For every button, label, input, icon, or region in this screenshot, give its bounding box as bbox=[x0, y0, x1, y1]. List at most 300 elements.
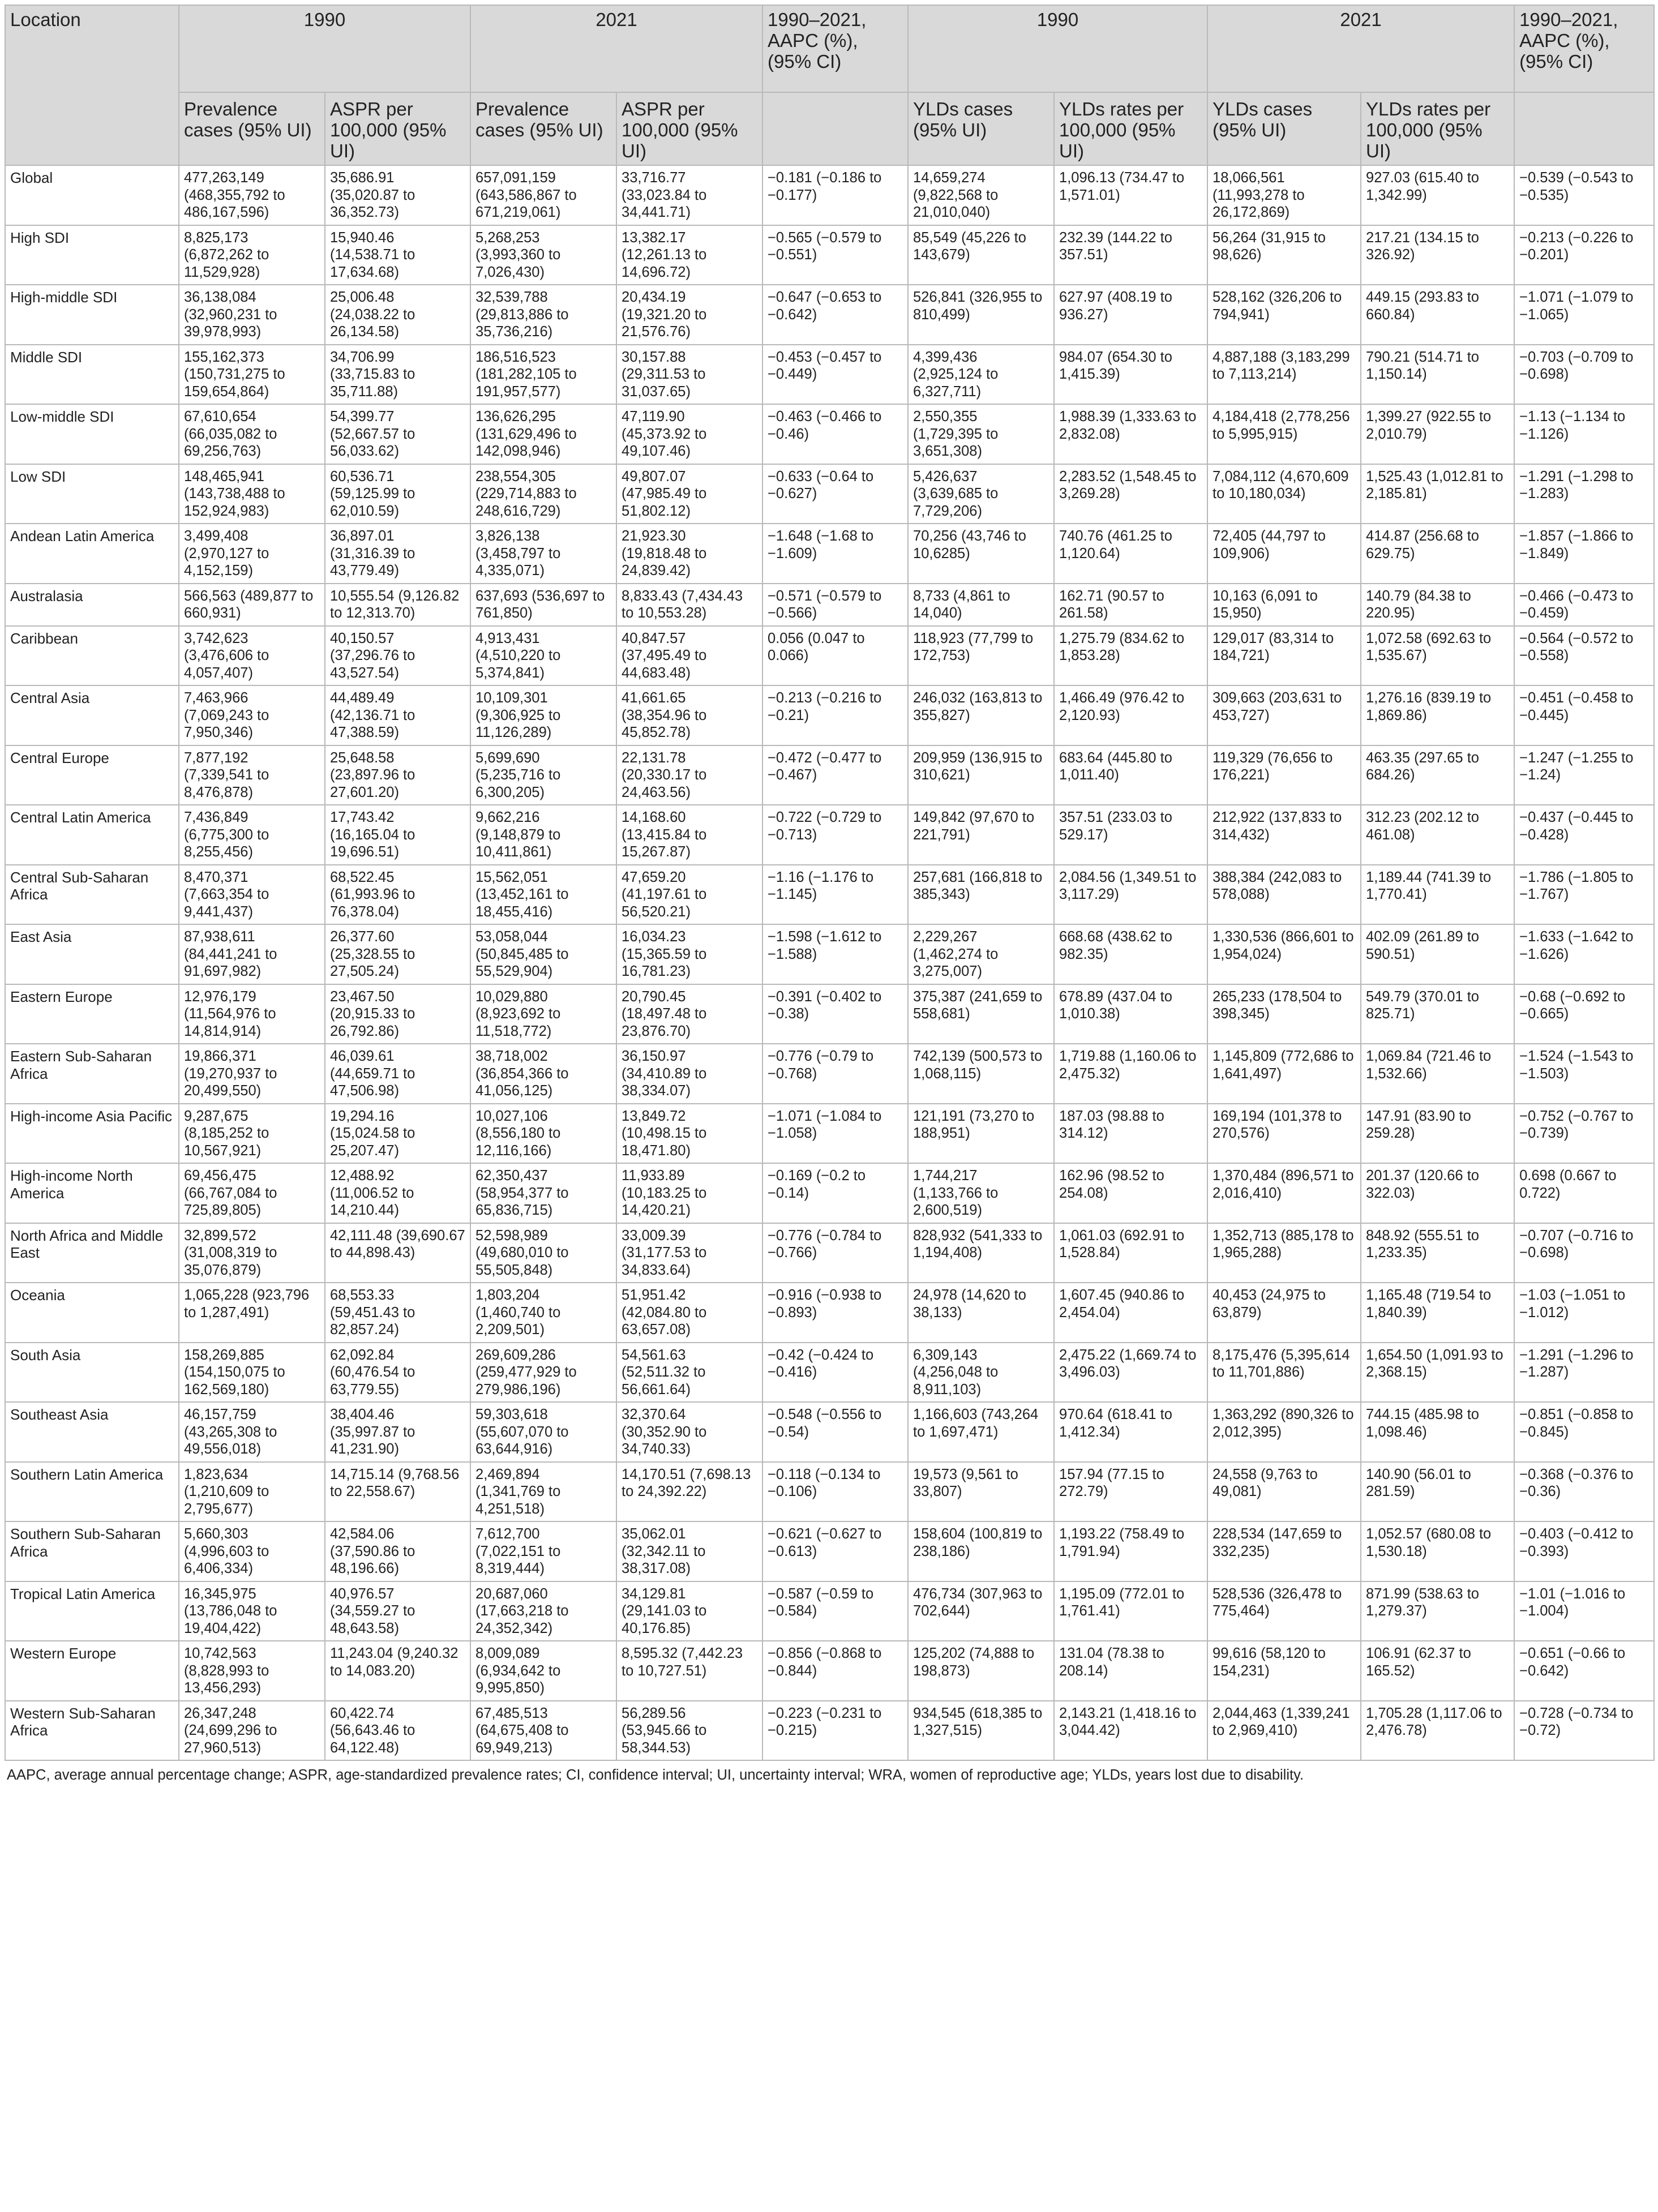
table-row bbox=[5, 626, 1654, 686]
header-2021-prevalence: 2021 bbox=[470, 5, 762, 92]
cell-aapc-ylds: −1.071 (−1.079 to −1.065) bbox=[1514, 285, 1654, 345]
data-table bbox=[5, 5, 1655, 1761]
cell-prevalence-1990: 87,938,611 (84,441,241 to 91,697,982) bbox=[179, 924, 325, 984]
cell-aapc-prevalence: −0.472 (−0.477 to −0.467) bbox=[762, 745, 908, 805]
cell-aapc-prevalence: −0.213 (−0.216 to −0.21) bbox=[762, 685, 908, 745]
cell-ylds-2021: 528,162 (326,206 to 794,941) bbox=[1207, 285, 1361, 345]
cell-aspr-2021: 30,157.88 (29,311.53 to 31,037.65) bbox=[616, 345, 762, 405]
cell-aapc-ylds: −0.851 (−0.858 to −0.845) bbox=[1514, 1402, 1654, 1462]
cell-location: Low SDI bbox=[5, 464, 179, 524]
cell-aspr-2021: 20,790.45 (18,497.48 to 23,876.70) bbox=[616, 984, 762, 1044]
cell-prevalence-2021: 7,612,700 (7,022,151 to 8,319,444) bbox=[470, 1521, 616, 1581]
cell-location: Eastern Europe bbox=[5, 984, 179, 1044]
cell-aspr-2021: 33,716.77 (33,023.84 to 34,441.71) bbox=[616, 165, 762, 225]
cell-aspr-2021: 35,062.01 (32,342.11 to 38,317.08) bbox=[616, 1521, 762, 1581]
cell-aapc-ylds: −1.03 (−1.051 to −1.012) bbox=[1514, 1283, 1654, 1343]
cell-ylds-2021: 129,017 (83,314 to 184,721) bbox=[1207, 626, 1361, 686]
cell-aapc-prevalence: −0.776 (−0.79 to −0.768) bbox=[762, 1044, 908, 1104]
cell-prevalence-2021: 657,091,159 (643,586,867 to 671,219,061) bbox=[470, 165, 616, 225]
cell-ylds-rate-1990: 1,193.22 (758.49 to 1,791.94) bbox=[1054, 1521, 1207, 1581]
table-row bbox=[5, 1044, 1654, 1104]
cell-ylds-2021: 18,066,561 (11,993,278 to 26,172,869) bbox=[1207, 165, 1361, 225]
cell-location: Western Sub-Saharan Africa bbox=[5, 1701, 179, 1761]
cell-ylds-1990: 85,549 (45,226 to 143,679) bbox=[908, 225, 1054, 285]
cell-aapc-prevalence: −1.598 (−1.612 to −1.588) bbox=[762, 924, 908, 984]
cell-ylds-rate-2021: 744.15 (485.98 to 1,098.46) bbox=[1361, 1402, 1514, 1462]
cell-location: Central Latin America bbox=[5, 805, 179, 865]
cell-aapc-prevalence: −0.916 (−0.938 to −0.893) bbox=[762, 1283, 908, 1343]
cell-location: High SDI bbox=[5, 225, 179, 285]
cell-location: Australasia bbox=[5, 584, 179, 626]
cell-prevalence-1990: 3,499,408 (2,970,127 to 4,152,159) bbox=[179, 524, 325, 584]
cell-prevalence-2021: 5,699,690 (5,235,716 to 6,300,205) bbox=[470, 745, 616, 805]
cell-prevalence-2021: 2,469,894 (1,341,769 to 4,251,518) bbox=[470, 1462, 616, 1522]
cell-ylds-rate-1990: 1,195.09 (772.01 to 1,761.41) bbox=[1054, 1581, 1207, 1641]
cell-ylds-2021: 228,534 (147,659 to 332,235) bbox=[1207, 1521, 1361, 1581]
cell-aspr-2021: 13,849.72 (10,498.15 to 18,471.80) bbox=[616, 1104, 762, 1164]
cell-aspr-1990: 14,715.14 (9,768.56 to 22,558.67) bbox=[325, 1462, 470, 1522]
cell-prevalence-1990: 566,563 (489,877 to 660,931) bbox=[179, 584, 325, 626]
table-row bbox=[5, 1283, 1654, 1343]
cell-ylds-rate-2021: 1,399.27 (922.55 to 2,010.79) bbox=[1361, 404, 1514, 464]
cell-ylds-1990: 934,545 (618,385 to 1,327,515) bbox=[908, 1701, 1054, 1761]
cell-ylds-2021: 99,616 (58,120 to 154,231) bbox=[1207, 1641, 1361, 1701]
cell-location: Eastern Sub-Saharan Africa bbox=[5, 1044, 179, 1104]
cell-ylds-rate-2021: 140.90 (56.01 to 281.59) bbox=[1361, 1462, 1514, 1522]
cell-prevalence-1990: 5,660,303 (4,996,603 to 6,406,334) bbox=[179, 1521, 325, 1581]
subheader-prevalence-2021: Prevalence cases (95% UI) bbox=[470, 92, 616, 165]
cell-ylds-1990: 121,191 (73,270 to 188,951) bbox=[908, 1104, 1054, 1164]
cell-aspr-2021: 11,933.89 (10,183.25 to 14,420.21) bbox=[616, 1163, 762, 1223]
cell-aspr-1990: 10,555.54 (9,126.82 to 12,313.70) bbox=[325, 584, 470, 626]
cell-aspr-1990: 60,536.71 (59,125.99 to 62,010.59) bbox=[325, 464, 470, 524]
table-row bbox=[5, 584, 1654, 626]
cell-aapc-prevalence: −0.42 (−0.424 to −0.416) bbox=[762, 1343, 908, 1403]
cell-prevalence-2021: 15,562,051 (13,452,161 to 18,455,416) bbox=[470, 865, 616, 925]
cell-ylds-rate-1990: 157.94 (77.15 to 272.79) bbox=[1054, 1462, 1207, 1522]
cell-aapc-prevalence: −0.118 (−0.134 to −0.106) bbox=[762, 1462, 908, 1522]
table-row bbox=[5, 685, 1654, 745]
table-row bbox=[5, 345, 1654, 405]
cell-ylds-1990: 19,573 (9,561 to 33,807) bbox=[908, 1462, 1054, 1522]
cell-prevalence-1990: 12,976,179 (11,564,976 to 14,814,914) bbox=[179, 984, 325, 1044]
cell-aspr-1990: 68,522.45 (61,993.96 to 76,378.04) bbox=[325, 865, 470, 925]
cell-aapc-ylds: −0.403 (−0.412 to −0.393) bbox=[1514, 1521, 1654, 1581]
cell-prevalence-2021: 5,268,253 (3,993,360 to 7,026,430) bbox=[470, 225, 616, 285]
cell-prevalence-2021: 52,598,989 (49,680,010 to 55,505,848) bbox=[470, 1223, 616, 1283]
cell-prevalence-2021: 3,826,138 (3,458,797 to 4,335,071) bbox=[470, 524, 616, 584]
cell-location: High-income North America bbox=[5, 1163, 179, 1223]
header-aapc-prevalence: 1990–2021, AAPC (%), (95% CI) bbox=[762, 5, 908, 92]
cell-ylds-rate-2021: 1,525.43 (1,012.81 to 2,185.81) bbox=[1361, 464, 1514, 524]
cell-prevalence-1990: 46,157,759 (43,265,308 to 49,556,018) bbox=[179, 1402, 325, 1462]
cell-ylds-1990: 5,426,637 (3,639,685 to 7,729,206) bbox=[908, 464, 1054, 524]
cell-ylds-2021: 56,264 (31,915 to 98,626) bbox=[1207, 225, 1361, 285]
table-row bbox=[5, 464, 1654, 524]
cell-ylds-rate-2021: 147.91 (83.90 to 259.28) bbox=[1361, 1104, 1514, 1164]
subheader-ylds-2021: YLDs cases (95% UI) bbox=[1207, 92, 1361, 165]
cell-aapc-prevalence: −0.647 (−0.653 to −0.642) bbox=[762, 285, 908, 345]
cell-aapc-prevalence: −0.391 (−0.402 to −0.38) bbox=[762, 984, 908, 1044]
header-1990-ylds: 1990 bbox=[908, 5, 1207, 92]
subheader-ylds-rates-1990: YLDs rates per 100,000 (95% UI) bbox=[1054, 92, 1207, 165]
cell-aapc-ylds: −1.786 (−1.805 to −1.767) bbox=[1514, 865, 1654, 925]
cell-aspr-1990: 15,940.46 (14,538.71 to 17,634.68) bbox=[325, 225, 470, 285]
cell-location: Caribbean bbox=[5, 626, 179, 686]
cell-aspr-1990: 42,111.48 (39,690.67 to 44,898.43) bbox=[325, 1223, 470, 1283]
cell-ylds-1990: 158,604 (100,819 to 238,186) bbox=[908, 1521, 1054, 1581]
header-2021-ylds: 2021 bbox=[1207, 5, 1514, 92]
cell-aspr-2021: 33,009.39 (31,177.53 to 34,833.64) bbox=[616, 1223, 762, 1283]
cell-ylds-rate-1990: 970.64 (618.41 to 1,412.34) bbox=[1054, 1402, 1207, 1462]
cell-ylds-rate-2021: 140.79 (84.38 to 220.95) bbox=[1361, 584, 1514, 626]
cell-ylds-rate-1990: 740.76 (461.25 to 1,120.64) bbox=[1054, 524, 1207, 584]
cell-aapc-ylds: 0.698 (0.667 to 0.722) bbox=[1514, 1163, 1654, 1223]
cell-location: Central Europe bbox=[5, 745, 179, 805]
cell-ylds-2021: 1,330,536 (866,601 to 1,954,024) bbox=[1207, 924, 1361, 984]
cell-location: Southern Sub-Saharan Africa bbox=[5, 1521, 179, 1581]
cell-ylds-2021: 1,370,484 (896,571 to 2,016,410) bbox=[1207, 1163, 1361, 1223]
subheader-aspr-2021: ASPR per 100,000 (95% UI) bbox=[616, 92, 762, 165]
table-row bbox=[5, 1581, 1654, 1641]
cell-aapc-ylds: −1.857 (−1.866 to −1.849) bbox=[1514, 524, 1654, 584]
cell-ylds-rate-2021: 217.21 (134.15 to 326.92) bbox=[1361, 225, 1514, 285]
cell-aapc-prevalence: −0.223 (−0.231 to −0.215) bbox=[762, 1701, 908, 1761]
cell-aapc-prevalence: −0.571 (−0.579 to −0.566) bbox=[762, 584, 908, 626]
cell-prevalence-2021: 20,687,060 (17,663,218 to 24,352,342) bbox=[470, 1581, 616, 1641]
cell-ylds-rate-2021: 1,069.84 (721.46 to 1,532.66) bbox=[1361, 1044, 1514, 1104]
cell-aapc-ylds: −0.213 (−0.226 to −0.201) bbox=[1514, 225, 1654, 285]
cell-ylds-rate-1990: 162.96 (98.52 to 254.08) bbox=[1054, 1163, 1207, 1223]
cell-aapc-prevalence: −0.181 (−0.186 to −0.177) bbox=[762, 165, 908, 225]
cell-ylds-rate-1990: 162.71 (90.57 to 261.58) bbox=[1054, 584, 1207, 626]
cell-prevalence-2021: 1,803,204 (1,460,740 to 2,209,501) bbox=[470, 1283, 616, 1343]
cell-aspr-2021: 13,382.17 (12,261.13 to 14,696.72) bbox=[616, 225, 762, 285]
cell-aapc-prevalence: 0.056 (0.047 to 0.066) bbox=[762, 626, 908, 686]
cell-ylds-rate-1990: 1,275.79 (834.62 to 1,853.28) bbox=[1054, 626, 1207, 686]
table-row bbox=[5, 1462, 1654, 1522]
table-body bbox=[5, 165, 1654, 1760]
cell-aspr-2021: 47,659.20 (41,197.61 to 56,520.21) bbox=[616, 865, 762, 925]
table-row bbox=[5, 165, 1654, 225]
cell-ylds-2021: 40,453 (24,975 to 63,879) bbox=[1207, 1283, 1361, 1343]
cell-ylds-2021: 4,887,188 (3,183,299 to 7,113,214) bbox=[1207, 345, 1361, 405]
cell-ylds-1990: 476,734 (307,963 to 702,644) bbox=[908, 1581, 1054, 1641]
cell-aspr-2021: 47,119.90 (45,373.92 to 49,107.46) bbox=[616, 404, 762, 464]
cell-ylds-rate-2021: 414.87 (256.68 to 629.75) bbox=[1361, 524, 1514, 584]
cell-location: Central Asia bbox=[5, 685, 179, 745]
cell-prevalence-2021: 67,485,513 (64,675,408 to 69,949,213) bbox=[470, 1701, 616, 1761]
cell-aspr-1990: 60,422.74 (56,643.46 to 64,122.48) bbox=[325, 1701, 470, 1761]
cell-ylds-rate-1990: 1,988.39 (1,333.63 to 2,832.08) bbox=[1054, 404, 1207, 464]
cell-aspr-1990: 62,092.84 (60,476.54 to 63,779.55) bbox=[325, 1343, 470, 1403]
cell-prevalence-1990: 155,162,373 (150,731,275 to 159,654,864) bbox=[179, 345, 325, 405]
cell-aspr-2021: 41,661.65 (38,354.96 to 45,852.78) bbox=[616, 685, 762, 745]
cell-prevalence-2021: 10,029,880 (8,923,692 to 11,518,772) bbox=[470, 984, 616, 1044]
cell-prevalence-1990: 1,823,634 (1,210,609 to 2,795,677) bbox=[179, 1462, 325, 1522]
cell-aspr-1990: 46,039.61 (44,659.71 to 47,506.98) bbox=[325, 1044, 470, 1104]
cell-prevalence-1990: 69,456,475 (66,767,084 to 725,89,805) bbox=[179, 1163, 325, 1223]
cell-aspr-1990: 11,243.04 (9,240.32 to 14,083.20) bbox=[325, 1641, 470, 1701]
cell-prevalence-1990: 7,877,192 (7,339,541 to 8,476,878) bbox=[179, 745, 325, 805]
cell-aapc-prevalence: −0.587 (−0.59 to −0.584) bbox=[762, 1581, 908, 1641]
table-row bbox=[5, 1223, 1654, 1283]
cell-aspr-1990: 36,897.01 (31,316.39 to 43,779.49) bbox=[325, 524, 470, 584]
table-row bbox=[5, 1402, 1654, 1462]
cell-location: Southern Latin America bbox=[5, 1462, 179, 1522]
cell-ylds-rate-2021: 549.79 (370.01 to 825.71) bbox=[1361, 984, 1514, 1044]
cell-aspr-1990: 25,006.48 (24,038.22 to 26,134.58) bbox=[325, 285, 470, 345]
cell-aspr-1990: 68,553.33 (59,451.43 to 82,857.24) bbox=[325, 1283, 470, 1343]
cell-aapc-ylds: −1.291 (−1.296 to −1.287) bbox=[1514, 1343, 1654, 1403]
cell-prevalence-1990: 7,436,849 (6,775,300 to 8,255,456) bbox=[179, 805, 325, 865]
cell-aapc-ylds: −0.728 (−0.734 to −0.72) bbox=[1514, 1701, 1654, 1761]
cell-aspr-2021: 40,847.57 (37,495.49 to 44,683.48) bbox=[616, 626, 762, 686]
cell-aspr-2021: 56,289.56 (53,945.66 to 58,344.53) bbox=[616, 1701, 762, 1761]
cell-ylds-rate-1990: 1,096.13 (734.47 to 1,571.01) bbox=[1054, 165, 1207, 225]
cell-aapc-ylds: −0.539 (−0.543 to −0.535) bbox=[1514, 165, 1654, 225]
table-row bbox=[5, 1641, 1654, 1701]
cell-prevalence-1990: 26,347,248 (24,699,296 to 27,960,513) bbox=[179, 1701, 325, 1761]
cell-prevalence-1990: 477,263,149 (468,355,792 to 486,167,596) bbox=[179, 165, 325, 225]
cell-prevalence-2021: 32,539,788 (29,813,886 to 35,736,216) bbox=[470, 285, 616, 345]
cell-location: North Africa and Middle East bbox=[5, 1223, 179, 1283]
cell-prevalence-1990: 16,345,975 (13,786,048 to 19,404,422) bbox=[179, 1581, 325, 1641]
cell-prevalence-2021: 10,027,106 (8,556,180 to 12,116,166) bbox=[470, 1104, 616, 1164]
cell-ylds-1990: 742,139 (500,573 to 1,068,115) bbox=[908, 1044, 1054, 1104]
cell-aapc-ylds: −0.68 (−0.692 to −0.665) bbox=[1514, 984, 1654, 1044]
cell-prevalence-1990: 19,866,371 (19,270,937 to 20,499,550) bbox=[179, 1044, 325, 1104]
cell-ylds-1990: 1,166,603 (743,264 to 1,697,471) bbox=[908, 1402, 1054, 1462]
cell-aapc-ylds: −1.291 (−1.298 to −1.283) bbox=[1514, 464, 1654, 524]
cell-ylds-1990: 118,923 (77,799 to 172,753) bbox=[908, 626, 1054, 686]
table-row bbox=[5, 404, 1654, 464]
cell-aapc-prevalence: −0.463 (−0.466 to −0.46) bbox=[762, 404, 908, 464]
cell-ylds-rate-2021: 1,276.16 (839.19 to 1,869.86) bbox=[1361, 685, 1514, 745]
cell-ylds-2021: 10,163 (6,091 to 15,950) bbox=[1207, 584, 1361, 626]
cell-aapc-ylds: −0.368 (−0.376 to −0.36) bbox=[1514, 1462, 1654, 1522]
cell-aspr-2021: 8,595.32 (7,442.23 to 10,727.51) bbox=[616, 1641, 762, 1701]
cell-aapc-prevalence: −1.16 (−1.176 to −1.145) bbox=[762, 865, 908, 925]
cell-ylds-2021: 265,233 (178,504 to 398,345) bbox=[1207, 984, 1361, 1044]
cell-aspr-1990: 44,489.49 (42,136.71 to 47,388.59) bbox=[325, 685, 470, 745]
cell-aspr-2021: 8,833.43 (7,434.43 to 10,553.28) bbox=[616, 584, 762, 626]
cell-aspr-1990: 17,743.42 (16,165.04 to 19,696.51) bbox=[325, 805, 470, 865]
cell-prevalence-1990: 1,065,228 (923,796 to 1,287,491) bbox=[179, 1283, 325, 1343]
cell-ylds-1990: 246,032 (163,813 to 355,827) bbox=[908, 685, 1054, 745]
cell-aapc-prevalence: −0.633 (−0.64 to −0.627) bbox=[762, 464, 908, 524]
cell-aspr-2021: 34,129.81 (29,141.03 to 40,176.85) bbox=[616, 1581, 762, 1641]
cell-prevalence-2021: 637,693 (536,697 to 761,850) bbox=[470, 584, 616, 626]
cell-aapc-prevalence: −0.548 (−0.556 to −0.54) bbox=[762, 1402, 908, 1462]
cell-prevalence-2021: 10,109,301 (9,306,925 to 11,126,289) bbox=[470, 685, 616, 745]
cell-ylds-rate-2021: 1,705.28 (1,117.06 to 2,476.78) bbox=[1361, 1701, 1514, 1761]
cell-prevalence-2021: 38,718,002 (36,854,366 to 41,056,125) bbox=[470, 1044, 616, 1104]
cell-aapc-prevalence: −0.565 (−0.579 to −0.551) bbox=[762, 225, 908, 285]
cell-aapc-prevalence: −0.722 (−0.729 to −0.713) bbox=[762, 805, 908, 865]
cell-aapc-ylds: −0.564 (−0.572 to −0.558) bbox=[1514, 626, 1654, 686]
cell-aspr-1990: 12,488.92 (11,006.52 to 14,210.44) bbox=[325, 1163, 470, 1223]
cell-prevalence-1990: 9,287,675 (8,185,252 to 10,567,921) bbox=[179, 1104, 325, 1164]
cell-ylds-rate-1990: 187.03 (98.88 to 314.12) bbox=[1054, 1104, 1207, 1164]
table-row bbox=[5, 1701, 1654, 1761]
cell-ylds-2021: 309,663 (203,631 to 453,727) bbox=[1207, 685, 1361, 745]
cell-aspr-2021: 51,951.42 (42,084.80 to 63,657.08) bbox=[616, 1283, 762, 1343]
cell-ylds-rate-2021: 927.03 (615.40 to 1,342.99) bbox=[1361, 165, 1514, 225]
cell-aspr-2021: 36,150.97 (34,410.89 to 38,334.07) bbox=[616, 1044, 762, 1104]
cell-prevalence-1990: 36,138,084 (32,960,231 to 39,978,993) bbox=[179, 285, 325, 345]
cell-aapc-ylds: −0.707 (−0.716 to −0.698) bbox=[1514, 1223, 1654, 1283]
header-location: Location bbox=[5, 5, 179, 165]
cell-ylds-2021: 8,175,476 (5,395,614 to 11,701,886) bbox=[1207, 1343, 1361, 1403]
cell-ylds-1990: 6,309,143 (4,256,048 to 8,911,103) bbox=[908, 1343, 1054, 1403]
cell-prevalence-1990: 8,825,173 (6,872,262 to 11,529,928) bbox=[179, 225, 325, 285]
cell-ylds-2021: 7,084,112 (4,670,609 to 10,180,034) bbox=[1207, 464, 1361, 524]
cell-aapc-prevalence: −0.621 (−0.627 to −0.613) bbox=[762, 1521, 908, 1581]
table-row bbox=[5, 1163, 1654, 1223]
cell-aspr-1990: 35,686.91 (35,020.87 to 36,352.73) bbox=[325, 165, 470, 225]
cell-ylds-1990: 257,681 (166,818 to 385,343) bbox=[908, 865, 1054, 925]
cell-location: High-income Asia Pacific bbox=[5, 1104, 179, 1164]
table-row bbox=[5, 924, 1654, 984]
cell-ylds-2021: 1,145,809 (772,686 to 1,641,497) bbox=[1207, 1044, 1361, 1104]
cell-prevalence-2021: 62,350,437 (58,954,377 to 65,836,715) bbox=[470, 1163, 616, 1223]
table-row bbox=[5, 1343, 1654, 1403]
cell-ylds-rate-2021: 1,052.57 (680.08 to 1,530.18) bbox=[1361, 1521, 1514, 1581]
cell-aspr-1990: 42,584.06 (37,590.86 to 48,196.66) bbox=[325, 1521, 470, 1581]
cell-ylds-rate-2021: 1,165.48 (719.54 to 1,840.39) bbox=[1361, 1283, 1514, 1343]
cell-ylds-2021: 119,329 (76,656 to 176,221) bbox=[1207, 745, 1361, 805]
cell-prevalence-2021: 59,303,618 (55,607,070 to 63,644,916) bbox=[470, 1402, 616, 1462]
cell-ylds-rate-1990: 1,719.88 (1,160.06 to 2,475.32) bbox=[1054, 1044, 1207, 1104]
cell-location: Central Sub-Saharan Africa bbox=[5, 865, 179, 925]
table-row bbox=[5, 1521, 1654, 1581]
cell-aapc-ylds: −0.451 (−0.458 to −0.445) bbox=[1514, 685, 1654, 745]
cell-ylds-1990: 149,842 (97,670 to 221,791) bbox=[908, 805, 1054, 865]
cell-aspr-1990: 26,377.60 (25,328.55 to 27,505.24) bbox=[325, 924, 470, 984]
cell-location: High-middle SDI bbox=[5, 285, 179, 345]
cell-ylds-rate-1990: 2,084.56 (1,349.51 to 3,117.29) bbox=[1054, 865, 1207, 925]
cell-ylds-1990: 375,387 (241,659 to 558,681) bbox=[908, 984, 1054, 1044]
cell-aapc-ylds: −1.524 (−1.543 to −1.503) bbox=[1514, 1044, 1654, 1104]
cell-prevalence-2021: 8,009,089 (6,934,642 to 9,995,850) bbox=[470, 1641, 616, 1701]
cell-ylds-1990: 125,202 (74,888 to 198,873) bbox=[908, 1641, 1054, 1701]
cell-location: Southeast Asia bbox=[5, 1402, 179, 1462]
cell-location: Global bbox=[5, 165, 179, 225]
cell-prevalence-1990: 3,742,623 (3,476,606 to 4,057,407) bbox=[179, 626, 325, 686]
cell-prevalence-2021: 269,609,286 (259,477,929 to 279,986,196) bbox=[470, 1343, 616, 1403]
cell-ylds-1990: 24,978 (14,620 to 38,133) bbox=[908, 1283, 1054, 1343]
cell-ylds-2021: 1,363,292 (890,326 to 2,012,395) bbox=[1207, 1402, 1361, 1462]
subheader-empty-1 bbox=[762, 92, 908, 165]
cell-ylds-2021: 169,194 (101,378 to 270,576) bbox=[1207, 1104, 1361, 1164]
cell-ylds-1990: 8,733 (4,861 to 14,040) bbox=[908, 584, 1054, 626]
cell-ylds-rate-1990: 2,475.22 (1,669.74 to 3,496.03) bbox=[1054, 1343, 1207, 1403]
table-row bbox=[5, 225, 1654, 285]
table-row bbox=[5, 745, 1654, 805]
cell-ylds-rate-1990: 1,061.03 (692.91 to 1,528.84) bbox=[1054, 1223, 1207, 1283]
cell-aapc-ylds: −1.633 (−1.642 to −1.626) bbox=[1514, 924, 1654, 984]
cell-location: East Asia bbox=[5, 924, 179, 984]
cell-location: Middle SDI bbox=[5, 345, 179, 405]
cell-location: Oceania bbox=[5, 1283, 179, 1343]
cell-ylds-2021: 2,044,463 (1,339,241 to 2,969,410) bbox=[1207, 1701, 1361, 1761]
cell-location: Andean Latin America bbox=[5, 524, 179, 584]
subheader-aspr-1990: ASPR per 100,000 (95% UI) bbox=[325, 92, 470, 165]
cell-ylds-rate-1990: 2,283.52 (1,548.45 to 3,269.28) bbox=[1054, 464, 1207, 524]
cell-prevalence-1990: 32,899,572 (31,008,319 to 35,076,879) bbox=[179, 1223, 325, 1283]
cell-aspr-1990: 25,648.58 (23,897.96 to 27,601.20) bbox=[325, 745, 470, 805]
cell-ylds-rate-1990: 357.51 (233.03 to 529.17) bbox=[1054, 805, 1207, 865]
cell-ylds-1990: 526,841 (326,955 to 810,499) bbox=[908, 285, 1054, 345]
cell-aapc-ylds: −0.437 (−0.445 to −0.428) bbox=[1514, 805, 1654, 865]
cell-aapc-prevalence: −1.071 (−1.084 to −1.058) bbox=[762, 1104, 908, 1164]
cell-location: Tropical Latin America bbox=[5, 1581, 179, 1641]
cell-ylds-rate-2021: 871.99 (538.63 to 1,279.37) bbox=[1361, 1581, 1514, 1641]
cell-ylds-1990: 2,550,355 (1,729,395 to 3,651,308) bbox=[908, 404, 1054, 464]
cell-ylds-rate-2021: 463.35 (297.65 to 684.26) bbox=[1361, 745, 1514, 805]
cell-ylds-2021: 72,405 (44,797 to 109,906) bbox=[1207, 524, 1361, 584]
table-container bbox=[5, 5, 1653, 1784]
cell-aspr-1990: 40,150.57 (37,296.76 to 43,527.54) bbox=[325, 626, 470, 686]
cell-prevalence-1990: 158,269,885 (154,150,075 to 162,569,180) bbox=[179, 1343, 325, 1403]
cell-aapc-ylds: −0.651 (−0.66 to −0.642) bbox=[1514, 1641, 1654, 1701]
cell-ylds-rate-1990: 627.97 (408.19 to 936.27) bbox=[1054, 285, 1207, 345]
cell-ylds-2021: 24,558 (9,763 to 49,081) bbox=[1207, 1462, 1361, 1522]
cell-prevalence-1990: 67,610,654 (66,035,082 to 69,256,763) bbox=[179, 404, 325, 464]
cell-aspr-2021: 16,034.23 (15,365.59 to 16,781.23) bbox=[616, 924, 762, 984]
cell-location: Western Europe bbox=[5, 1641, 179, 1701]
cell-aspr-2021: 14,170.51 (7,698.13 to 24,392.22) bbox=[616, 1462, 762, 1522]
subheader-prevalence-1990: Prevalence cases (95% UI) bbox=[179, 92, 325, 165]
cell-prevalence-1990: 7,463,966 (7,069,243 to 7,950,346) bbox=[179, 685, 325, 745]
cell-aapc-ylds: −0.752 (−0.767 to −0.739) bbox=[1514, 1104, 1654, 1164]
cell-aspr-2021: 20,434.19 (19,321.20 to 21,576.76) bbox=[616, 285, 762, 345]
cell-aspr-1990: 40,976.57 (34,559.27 to 48,643.58) bbox=[325, 1581, 470, 1641]
cell-aspr-2021: 21,923.30 (19,818.48 to 24,839.42) bbox=[616, 524, 762, 584]
cell-aspr-2021: 49,807.07 (47,985.49 to 51,802.12) bbox=[616, 464, 762, 524]
cell-ylds-1990: 209,959 (136,915 to 310,621) bbox=[908, 745, 1054, 805]
cell-prevalence-2021: 238,554,305 (229,714,883 to 248,616,729) bbox=[470, 464, 616, 524]
cell-aapc-ylds: −1.13 (−1.134 to −1.126) bbox=[1514, 404, 1654, 464]
cell-aspr-1990: 38,404.46 (35,997.87 to 41,231.90) bbox=[325, 1402, 470, 1462]
cell-prevalence-2021: 4,913,431 (4,510,220 to 5,374,841) bbox=[470, 626, 616, 686]
cell-ylds-rate-1990: 683.64 (445.80 to 1,011.40) bbox=[1054, 745, 1207, 805]
cell-ylds-rate-2021: 402.09 (261.89 to 590.51) bbox=[1361, 924, 1514, 984]
cell-ylds-1990: 828,932 (541,333 to 1,194,408) bbox=[908, 1223, 1054, 1283]
cell-aapc-ylds: −1.01 (−1.016 to −1.004) bbox=[1514, 1581, 1654, 1641]
cell-aspr-1990: 23,467.50 (20,915.33 to 26,792.86) bbox=[325, 984, 470, 1044]
cell-prevalence-1990: 8,470,371 (7,663,354 to 9,441,437) bbox=[179, 865, 325, 925]
cell-prevalence-2021: 136,626,295 (131,629,496 to 142,098,946) bbox=[470, 404, 616, 464]
cell-aspr-1990: 54,399.77 (52,667.57 to 56,033.62) bbox=[325, 404, 470, 464]
cell-ylds-1990: 2,229,267 (1,462,274 to 3,275,007) bbox=[908, 924, 1054, 984]
cell-aspr-1990: 34,706.99 (33,715.83 to 35,711.88) bbox=[325, 345, 470, 405]
table-row bbox=[5, 805, 1654, 865]
cell-aspr-2021: 54,561.63 (52,511.32 to 56,661.64) bbox=[616, 1343, 762, 1403]
cell-ylds-rate-1990: 1,607.45 (940.86 to 2,454.04) bbox=[1054, 1283, 1207, 1343]
header-aapc-ylds: 1990–2021, AAPC (%), (95% CI) bbox=[1514, 5, 1654, 92]
subheader-ylds-rates-2021: YLDs rates per 100,000 (95% UI) bbox=[1361, 92, 1514, 165]
cell-ylds-rate-1990: 232.39 (144.22 to 357.51) bbox=[1054, 225, 1207, 285]
subheader-ylds-1990: YLDs cases (95% UI) bbox=[908, 92, 1054, 165]
cell-ylds-1990: 70,256 (43,746 to 10,6285) bbox=[908, 524, 1054, 584]
cell-prevalence-1990: 148,465,941 (143,738,488 to 152,924,983) bbox=[179, 464, 325, 524]
cell-ylds-2021: 388,384 (242,083 to 578,088) bbox=[1207, 865, 1361, 925]
cell-prevalence-2021: 9,662,216 (9,148,879 to 10,411,861) bbox=[470, 805, 616, 865]
cell-ylds-rate-2021: 790.21 (514.71 to 1,150.14) bbox=[1361, 345, 1514, 405]
cell-location: South Asia bbox=[5, 1343, 179, 1403]
